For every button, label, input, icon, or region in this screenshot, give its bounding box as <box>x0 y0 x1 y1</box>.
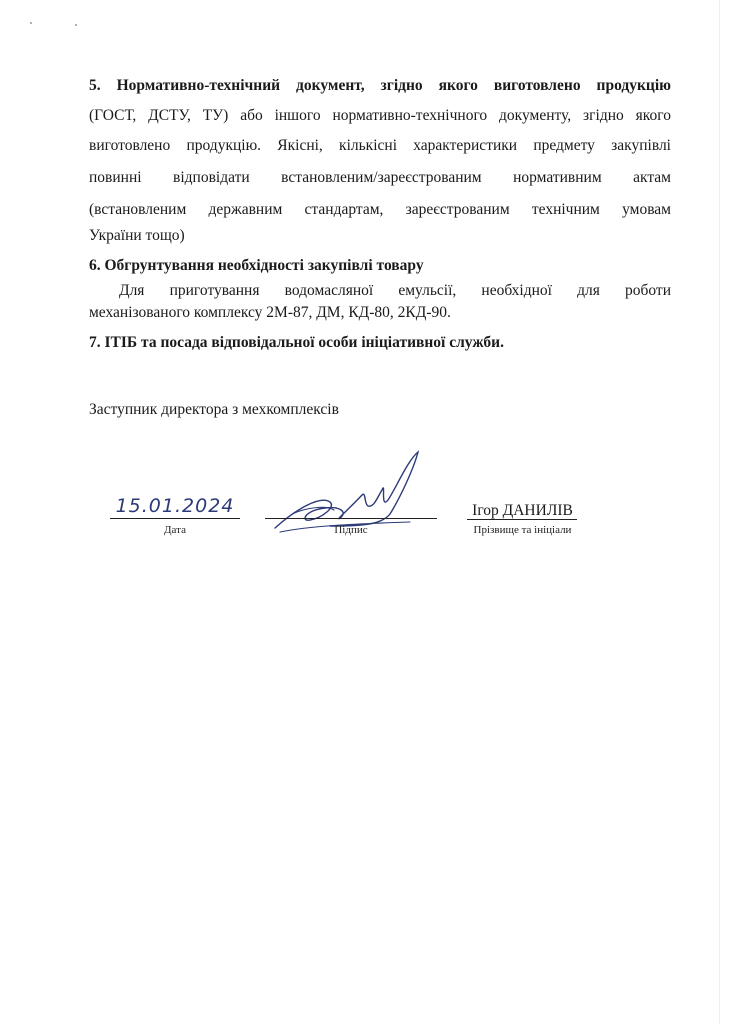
section-5-line-4: повинні відповідати встановленим/зареєстрованим нормативним актам <box>89 169 671 186</box>
signature-block <box>0 440 734 550</box>
name-underline <box>467 519 577 520</box>
section-5-line-2: (ГОСТ, ДСТУ, ТУ) або іншого нормативно-технічного документу, згідно якого <box>89 107 671 124</box>
section-5-number: 5. <box>89 77 101 94</box>
section-5-heading: Нормативно-технічний документ, згідно якого виготовлено продукцію <box>116 77 671 94</box>
section-5-line-5: (встановленим державним стандартам, зареєстрованим технічним умовам <box>89 201 671 218</box>
name-caption: Прізвище та ініціали <box>473 524 572 536</box>
section-5-line-1 <box>89 76 671 96</box>
section-7-heading: 7. ІТІБ та посада відповідальної особи ініціативної служби. <box>89 334 504 351</box>
signature-underline <box>265 518 437 519</box>
position-title: Заступник директора з мехкомплексів <box>89 401 339 418</box>
date-value: 15.01.2024 <box>115 495 235 517</box>
name-value: Ігор ДАНИЛІВ <box>472 502 573 519</box>
section-6-line-1: Для приготування водомасляної емульсії, необхідної для роботи <box>119 282 671 299</box>
section-5-line-6: України тощо) <box>89 227 185 244</box>
date-underline <box>110 518 240 519</box>
signature-caption: Підпис <box>334 524 368 536</box>
section-6-heading: 6. Обгрунтування необхідності закупівлі товару <box>89 257 424 274</box>
section-5-line-3: виготовлено продукцію. Якісні, кількісні характеристики предмету закупівлі <box>89 137 671 154</box>
date-caption: Дата <box>164 524 186 536</box>
section-6-line-2: механізованого комплексу 2М-87, ДМ, КД-80, 2КД-90. <box>89 304 451 321</box>
